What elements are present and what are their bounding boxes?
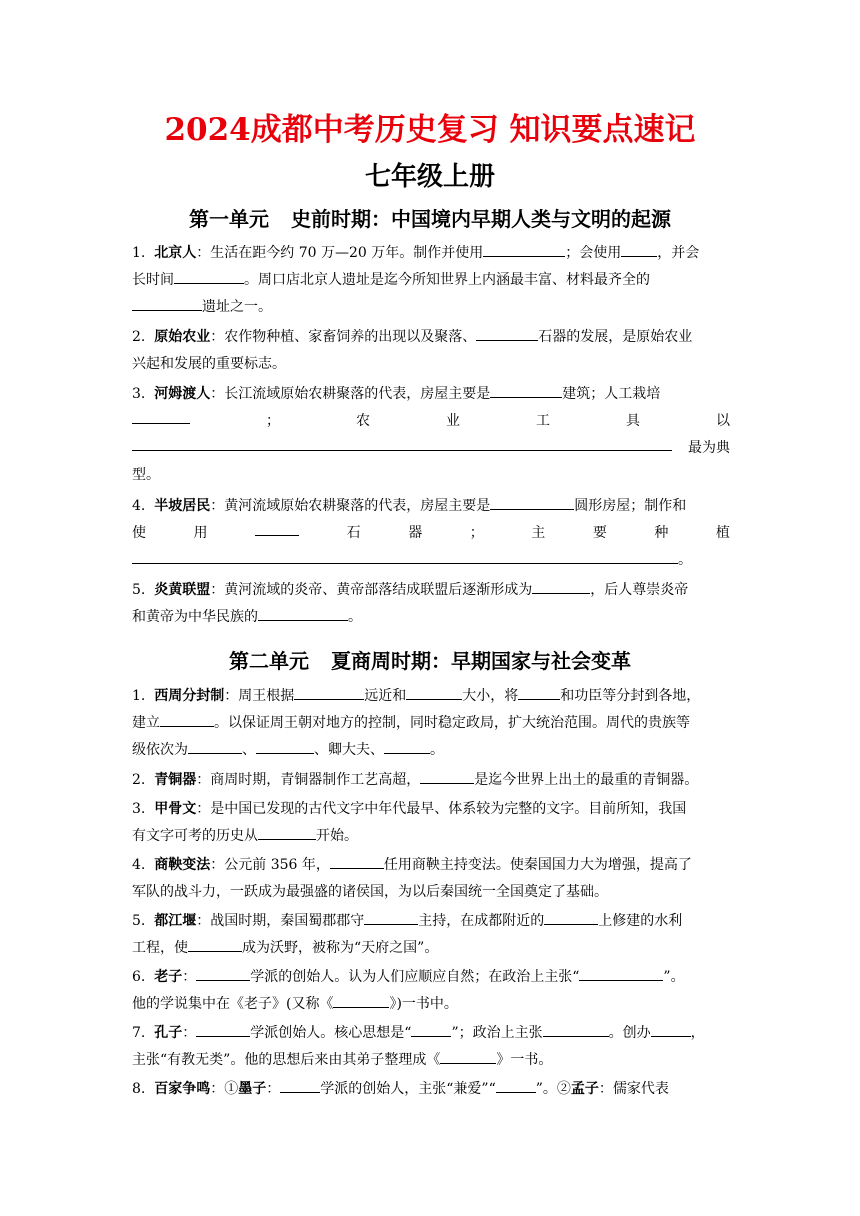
unit2-name: 夏商周时期：早期国家与社会变革 [331, 649, 631, 673]
unit2-item-1 [132, 683, 730, 764]
text-segment: ：农作物种植、家畜饲养的出现以及聚落、 [210, 329, 477, 345]
blank [174, 268, 244, 284]
text-segment: ： [266, 1081, 281, 1097]
text-line [132, 1047, 730, 1074]
blank [651, 1021, 691, 1037]
blank [132, 435, 672, 451]
text-segment: ，后人尊崇炎帝 [590, 582, 689, 598]
text-segment: 。 [430, 742, 444, 758]
blank [579, 965, 663, 981]
text-segment: ， [690, 1025, 705, 1041]
blank [476, 325, 538, 341]
text-line [132, 710, 730, 737]
unit1-item-1 [132, 240, 730, 321]
text-line [132, 767, 730, 794]
blank [330, 853, 384, 869]
text-segment: 学派的创始人，主张“兼爱”“ [320, 1081, 496, 1097]
text-segment: ：是中国已发现的古代文字中年代最早、体系较为完整的文字。目前所知，我国 [196, 801, 687, 817]
text-segment: 》)一书中。 [389, 996, 458, 1012]
text-line [132, 294, 730, 321]
text-segment: 级依次为 [132, 742, 188, 758]
blank [333, 992, 389, 1008]
unit1-item-4 [132, 493, 730, 574]
term-banpo: 半坡居民 [154, 498, 211, 514]
blank [294, 684, 364, 700]
text-segment: 和功臣等分封到各地， [560, 688, 701, 704]
text-segment: 遗址之一。 [202, 299, 272, 315]
text-line [132, 1020, 730, 1047]
text-segment: ：① [210, 1081, 239, 1097]
text-segment: 大小，将 [462, 688, 519, 704]
text-segment: 学派创始人。核心思想是“ [250, 1025, 412, 1041]
text-segment: ：公元前 356 年， [210, 857, 330, 873]
term-oracle-bone: 甲骨文 [154, 801, 197, 817]
text-segment: 成为沃野，被称为“天府之国”。 [242, 940, 439, 956]
unit1-item-2 [132, 324, 730, 378]
text-line [132, 879, 730, 906]
text-segment: 型。 [132, 467, 160, 483]
blank [490, 382, 562, 398]
text-line [132, 267, 730, 294]
unit2-heading [0, 645, 860, 674]
term-baijia: 百家争鸣 [154, 1081, 211, 1097]
unit2-item-7 [132, 1020, 730, 1074]
text-segment: 军队的战斗力，一跃成为最强盛的诸侯国，为以后秦国统一全国奠定了基础。 [132, 884, 608, 900]
text-segment: ； [469, 525, 484, 541]
blank [544, 909, 598, 925]
document-title: 2024成都中考历史复习 知识要点速记 [164, 112, 696, 148]
blank [255, 520, 299, 536]
unit2-item-6 [132, 964, 730, 1018]
blank [258, 605, 348, 621]
unit1-item-3 [132, 381, 730, 489]
unit2-label: 第二单元 [229, 649, 309, 673]
unit2-item-5 [132, 908, 730, 962]
text-segment: 1. [132, 245, 146, 261]
text-segment: 。创办 [608, 1025, 651, 1041]
unit2-item-8 [132, 1076, 730, 1103]
text-line [132, 737, 730, 764]
text-line [132, 351, 730, 378]
text-segment: 要 [592, 525, 607, 541]
term-dujiangyan: 都江堰 [154, 913, 197, 929]
text-segment: 器 [408, 525, 423, 541]
blank [490, 494, 574, 510]
blank [518, 684, 560, 700]
text-segment: 5. [132, 913, 146, 929]
text-line [132, 935, 730, 962]
term-fenfeng: 西周分封制 [154, 688, 225, 704]
text-line [132, 964, 730, 991]
unit2-item-4 [132, 852, 730, 906]
text-segment: 2. [132, 329, 146, 345]
text-segment: 是迄今世界上出土的最重的青铜器。 [474, 772, 699, 788]
blank [196, 1021, 250, 1037]
text-segment: 兴起和发展的重要标志。 [132, 356, 286, 372]
text-segment: 开始。 [316, 828, 358, 844]
blank [621, 241, 657, 257]
text-line [132, 547, 730, 574]
text-segment: 有文字可考的历史从 [132, 828, 258, 844]
blank [132, 548, 678, 564]
text-segment: ，并会 [657, 245, 700, 261]
blank [256, 738, 314, 754]
text-line [132, 823, 730, 850]
text-line [132, 577, 730, 604]
unit1-name: 史前时期：中国境内早期人类与文明的起源 [291, 207, 671, 231]
blank [132, 295, 202, 311]
text-segment: 。周口店北京人遗址是迄今所知世界上内涵最丰富、材料最齐全的 [244, 272, 650, 288]
blank [543, 1021, 609, 1037]
text-segment: ：商周时期，青铜器制作工艺高超， [196, 772, 421, 788]
unit1-label: 第一单元 [189, 207, 269, 231]
text-segment: 工 [536, 413, 550, 429]
text-segment: ”；政治上主张 [451, 1025, 543, 1041]
blank [532, 578, 590, 594]
blank [196, 965, 250, 981]
text-segment: 4. [132, 857, 146, 873]
grade-heading: 七年级上册 [364, 162, 495, 192]
text-line [132, 683, 730, 710]
term-beijing-man: 北京人 [154, 245, 197, 261]
text-segment: ：黄河流域原始农耕聚落的代表，房屋主要是 [210, 498, 491, 514]
text-segment: ”。 [663, 969, 685, 985]
text-segment: 。 [348, 609, 362, 625]
blank [160, 711, 214, 727]
blank [420, 768, 474, 784]
blank [280, 1077, 320, 1093]
text-segment: 用 [193, 525, 208, 541]
text-segment: 建立 [132, 715, 160, 731]
term-bronze: 青铜器 [154, 772, 197, 788]
text-segment: 。以保证周王朝对地方的控制，同时稳定政局，扩大统治范围。周代的贵族等 [214, 715, 690, 731]
text-line [132, 493, 730, 520]
blank [132, 408, 190, 424]
text-line [132, 1076, 730, 1103]
text-segment: 7. [132, 1025, 146, 1041]
unit1-heading [0, 203, 860, 232]
text-segment: 他的学说集中在《老子》(又称《 [132, 996, 334, 1012]
text-segment: 石器的发展，是原始农业 [538, 329, 693, 345]
text-segment: 任用商鞅主持变法。使秦国国力大为增强，提高了 [383, 857, 692, 873]
text-segment: 业 [446, 413, 460, 429]
text-segment: 最为典 [688, 440, 730, 456]
text-segment: 以 [716, 413, 730, 429]
text-segment: 建筑；人工栽培 [562, 386, 661, 402]
text-segment: 8. [132, 1081, 146, 1097]
text-segment: 》一书。 [496, 1052, 553, 1068]
text-segment: 3. [132, 801, 146, 817]
text-segment: ： [182, 1025, 197, 1041]
unit2-item-3 [132, 796, 730, 850]
text-line [132, 408, 730, 435]
text-line [132, 520, 730, 547]
text-segment: ：周王根据 [224, 688, 295, 704]
text-segment: 主 [531, 525, 546, 541]
text-segment: ； [266, 413, 280, 429]
text-segment: ”。② [535, 1081, 571, 1097]
text-line [132, 796, 730, 823]
text-line [132, 991, 730, 1018]
text-segment: ：黄河流域的炎帝、黄帝部落结成联盟后逐渐形成为 [210, 582, 533, 598]
text-segment: 1. [132, 688, 146, 704]
text-segment: 、卿大夫、 [314, 742, 384, 758]
text-segment: 学派的创始人。认为人们应顺应自然；在政治上主张“ [250, 969, 580, 985]
text-line [132, 435, 730, 462]
text-segment: 4. [132, 498, 146, 514]
term-hemudu: 河姆渡人 [154, 386, 211, 402]
text-line [132, 381, 730, 408]
text-segment: 2. [132, 772, 146, 788]
text-segment: 使 [132, 525, 146, 541]
text-segment: ：长江流域原始农耕聚落的代表，房屋主要是 [210, 386, 491, 402]
text-line [132, 604, 730, 631]
blank [496, 1077, 536, 1093]
text-segment: 主张“有教无类”。他的思想后来由其弟子整理成《 [132, 1052, 441, 1068]
text-segment: ：生活在距今约 70 万—20 万年。制作并使用 [196, 245, 484, 261]
term-primitive-agriculture: 原始农业 [154, 329, 211, 345]
text-line [132, 240, 730, 267]
text-line [132, 908, 730, 935]
text-segment: 植 [715, 525, 730, 541]
blank [258, 824, 316, 840]
blank [483, 241, 565, 257]
text-segment: 石 [346, 525, 361, 541]
text-segment: 长时间 [132, 272, 174, 288]
term-mozi: 墨子 [238, 1081, 267, 1097]
text-segment: 主持，在成都附近的 [418, 913, 545, 929]
term-mengzi: 孟子 [570, 1081, 599, 1097]
text-segment: ： [182, 969, 197, 985]
text-segment: 远近和 [364, 688, 407, 704]
blank [188, 738, 242, 754]
text-segment: 。 [678, 552, 692, 568]
text-segment: 6. [132, 969, 146, 985]
blank [411, 1021, 451, 1037]
blank [364, 909, 418, 925]
text-line [132, 852, 730, 879]
text-segment: 种 [654, 525, 669, 541]
text-segment: 和黄帝为中华民族的 [132, 609, 258, 625]
term-kongzi: 孔子 [154, 1025, 183, 1041]
text-segment: 3. [132, 386, 146, 402]
term-laozi: 老子 [154, 969, 183, 985]
term-yanhuang: 炎黄联盟 [154, 582, 211, 598]
blank [188, 936, 242, 952]
text-segment: 圆形房屋；制作和 [574, 498, 687, 514]
text-segment: 、 [242, 742, 256, 758]
text-line [132, 324, 730, 351]
text-segment: 5. [132, 582, 146, 598]
text-segment: ：战国时期，秦国蜀郡郡守 [196, 913, 365, 929]
blank [440, 1048, 496, 1064]
blank [406, 684, 462, 700]
term-shangyang: 商鞅变法 [154, 857, 211, 873]
text-segment: 上修建的水利 [598, 913, 683, 929]
text-segment: 具 [626, 413, 640, 429]
text-segment: 工程，使 [132, 940, 188, 956]
text-line [132, 462, 730, 489]
unit2-item-2 [132, 767, 730, 794]
text-segment: ；会使用 [565, 245, 622, 261]
unit1-item-5 [132, 577, 730, 631]
text-segment: ：儒家代表 [598, 1081, 669, 1097]
blank [384, 738, 430, 754]
text-segment: 农 [356, 413, 370, 429]
